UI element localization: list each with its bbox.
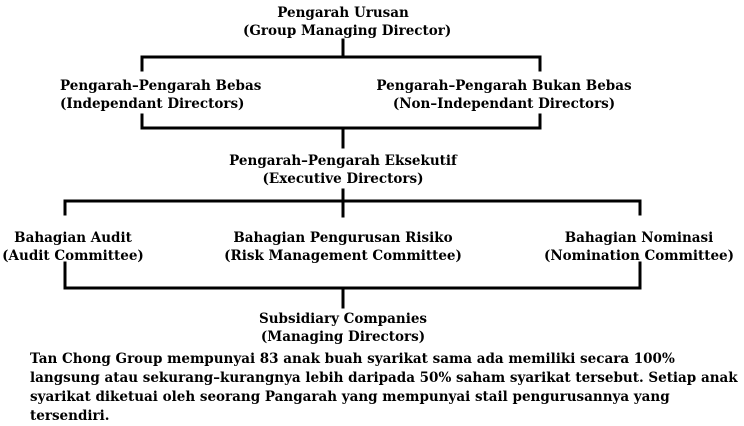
node-subtitle: (Managing Directors) bbox=[260, 329, 426, 345]
bracket-top-directors bbox=[142, 57, 540, 70]
node-title: Pengarah–Pengarah Bukan Bebas bbox=[376, 78, 632, 94]
node-non-independent-directors bbox=[374, 77, 634, 113]
node-subtitle: (Audit Committee) bbox=[2, 248, 144, 264]
footnote-paragraph: Tan Chong Group mempunyai 83 anak buah syarikat sama ada memiliki secara 100% langsung atau sekurang–kurangnya lebih daripada 50% saham syarikat tersebut. Setiap anak syarikat diketuai oleh seorang Pangarah yang mempunyai stail pengurusannya yang tersendiri. bbox=[30, 351, 738, 424]
node-subsidiary-companies bbox=[243, 310, 443, 346]
node-title: Pengarah–Pengarah Bebas bbox=[60, 78, 262, 94]
node-title: Pengarah Urusan bbox=[277, 5, 409, 21]
node-title: Bahagian Pengurusan Risiko bbox=[233, 230, 453, 246]
node-executive-directors bbox=[218, 152, 468, 188]
bracket-top-committees bbox=[65, 201, 640, 214]
node-subtitle: (Nomination Committee) bbox=[543, 248, 735, 264]
node-independent-directors bbox=[60, 77, 262, 113]
node-title: Subsidiary Companies bbox=[258, 311, 428, 327]
node-title: Pengarah–Pengarah Eksekutif bbox=[229, 153, 457, 169]
node-subtitle: (Non–Independant Directors) bbox=[392, 96, 616, 112]
node-title: Bahagian Audit bbox=[14, 230, 132, 246]
node-subtitle: (Independant Directors) bbox=[60, 96, 245, 112]
node-title: Bahagian Nominasi bbox=[564, 230, 714, 246]
node-group-managing-director bbox=[243, 4, 452, 40]
node-risk-management-committee bbox=[218, 229, 468, 265]
node-audit-committee bbox=[0, 229, 146, 265]
bracket-bottom-committees bbox=[65, 263, 640, 288]
node-subtitle: (Executive Directors) bbox=[262, 171, 424, 187]
node-nomination-committee bbox=[534, 229, 744, 265]
bracket-bottom-directors bbox=[142, 115, 540, 128]
node-subtitle: (Risk Management Committee) bbox=[224, 248, 462, 264]
node-subtitle: (Group Managing Director) bbox=[243, 23, 452, 39]
